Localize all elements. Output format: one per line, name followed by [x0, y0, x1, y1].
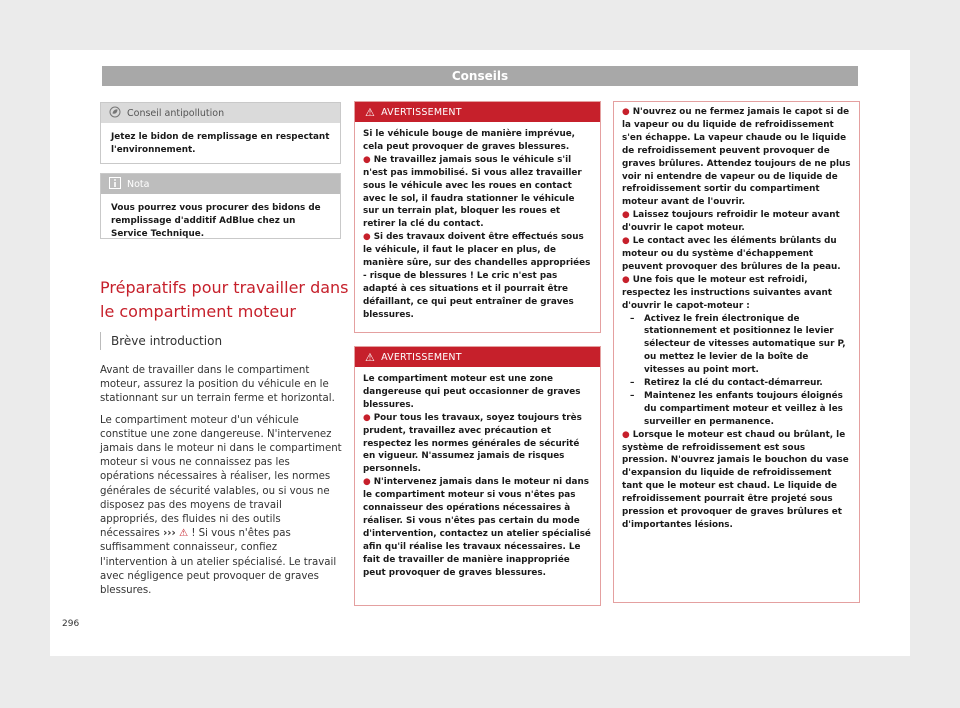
bullet-icon: ●: [622, 210, 630, 221]
warning-3-sub-3-text: Maintenez les enfants toujours éloignés du compartiment moteur et veillez à les surveiller en permanence.: [644, 390, 843, 427]
warning-2-bullet-2: [363, 476, 592, 579]
antipollution-text: Jetez le bidon de remplissage en respectant l'environnement.: [111, 132, 330, 155]
warning-3-sub-3: [622, 390, 851, 429]
bullet-icon: ●: [363, 154, 371, 165]
warning-triangle-icon: ⚠: [365, 350, 376, 364]
reference-arrows[interactable]: ›››: [163, 528, 176, 540]
warning-triangle-icon: ⚠: [365, 105, 376, 119]
nota-header: [101, 174, 340, 194]
warning-2-body: [355, 367, 600, 584]
bullet-icon: ●: [363, 412, 371, 423]
warning-3-bullet-4: [622, 274, 851, 313]
bullet-icon: ●: [622, 429, 630, 440]
nota-title: Nota: [127, 178, 150, 190]
bullet-icon: ●: [363, 232, 371, 243]
nota-text: Vous pourrez vous procurer des bidons de remplissage d'additif AdBlue chez un Service Technique.: [111, 203, 321, 239]
warning-3-bullet-1: [622, 106, 851, 209]
warning-3-bullet-2: [622, 209, 851, 235]
warning-3-bullet-4-text: Une fois que le moteur est refroidi, respectez les instructions suivantes avant d'ouvrir le capot-moteur :: [622, 274, 833, 311]
warning-1-header: [355, 102, 600, 122]
warning-triangle-icon: ⚠: [178, 528, 189, 540]
bullet-icon: ●: [622, 107, 630, 117]
info-icon: [109, 177, 121, 192]
section-title: [100, 276, 349, 324]
dash-icon: –: [630, 390, 635, 401]
warning-2-intro: Le compartiment moteur est une zone dangereuse qui peut occasionner de graves blessures.: [363, 374, 581, 410]
section-subtitle: Brève introduction: [100, 332, 222, 350]
warning-3-sub-2: [622, 377, 851, 390]
antipollution-title: Conseil antipollution: [127, 107, 225, 119]
warning-3-bullet-3-text: Le contact avec les éléments brûlants du moteur ou du système d'échappement peuvent provoquer des brûlures de la peau.: [622, 236, 841, 272]
antipollution-box: [100, 102, 341, 164]
warning-2-bullet-2-text: N'intervenez jamais dans le moteur ni dans le compartiment moteur si vous n'êtes pas connaisseur des opérations nécessaires à réaliser. Si vous n'êtes pas certain du mode d'intervention, contactez un atelier spécialisé afin qu'il réalise les travaux nécessaires. Le fait de travailler de manière inappropriée peut provoquer de graves blessures.: [363, 477, 591, 578]
warning-1-intro: Si le véhicule bouge de manière imprévue, cela peut provoquer de graves blessures.: [363, 129, 576, 152]
warning-box-3: [613, 101, 860, 603]
body-paragraph-1: Avant de travailler dans le compartiment moteur, assurez la position du véhicule en le stationnant sur un terrain ferme et horizontal.: [100, 365, 335, 405]
warning-3-bullet-5-text: Lorsque le moteur est chaud ou brûlant, le système de refroidissement est sous pression. N'ouvrez jamais le bouchon du vase d'expansion du liquide de refroidissement tant que le moteur est chaud. Le liquide de refroidissement pourrait être projeté sous pression et provoquer de graves brûlures et d'importantes lésions.: [622, 429, 849, 530]
antipollution-header: [101, 103, 340, 123]
warning-3-bullet-1-text: N'ouvrez ou ne fermez jamais le capot si de la vapeur ou du liquide de refroidissement s'en échappe. La vapeur chaude ou le liquide de refroidissement peuvent provoquer de graves brûlures. Attendez toujours de ne plus voir ni entendre de vapeur ou de liquide de refroidissement sortir du compartiment moteur avant de l'ouvrir.: [622, 107, 851, 208]
body-paragraph-2-end: ! Si vous n'êtes pas suffisamment connaisseur, confiez l'intervention à un atelier spécialisé. Le travail avec négligence peut provoquer de graves blessures.: [100, 528, 337, 597]
warning-3-bullet-2-text: Laissez toujours refroidir le moteur avant d'ouvrir le capot moteur.: [622, 210, 840, 234]
warning-2-title: AVERTISSEMENT: [381, 351, 462, 363]
warning-box-2: [354, 346, 601, 606]
dash-icon: –: [630, 378, 635, 389]
warning-3-sub-1: [622, 313, 851, 378]
section-title-line2: le compartiment moteur: [100, 302, 296, 321]
leaf-icon: [109, 106, 121, 121]
body-paragraph-2: [100, 414, 342, 599]
warning-1-bullet-1: [363, 154, 592, 231]
bullet-icon: ●: [622, 274, 630, 285]
bullet-icon: ●: [363, 477, 371, 488]
warning-3-sub-1-text: Activez le frein électronique de stationnement et positionnez le levier sélecteur de vitesses automatique sur P, ou mettez le levier de la boîte de vitesses au point mort.: [644, 313, 846, 376]
warning-3-bullet-3: [622, 235, 851, 274]
warning-2-bullet-1: [363, 412, 592, 477]
section-title-line1: Préparatifs pour travailler dans: [100, 278, 349, 297]
warning-1-bullet-2: [363, 231, 592, 321]
warning-1-title: AVERTISSEMENT: [381, 106, 462, 118]
warning-1-bullet-1-text: Ne travaillez jamais sous le véhicule s'il n'est pas immobilisé. Si vous allez travailler sous le véhicule avec les roues en contact avec le sol, il faudra stationner le véhicule sur un terrain plat, bloquer les roues et retirer la clé du contact.: [363, 154, 582, 230]
page-number: 296: [62, 619, 80, 629]
warning-3-bullet-5: [622, 429, 851, 532]
warning-1-bullet-2-text: Si des travaux doivent être effectués sous le véhicule, il faut le placer en plus, de manière sûre, sur des chandelles appropriées - risque de blessures ! Le cric n'est pas adapté à ces situations et il pourrait être défaillant, ce qui peut entraîner de graves blessures.: [363, 232, 591, 320]
warning-1-body: [355, 122, 600, 326]
page-header: Conseils: [102, 66, 858, 86]
bullet-icon: ●: [622, 236, 630, 247]
nota-box: [100, 173, 341, 239]
warning-box-1: [354, 101, 601, 333]
warning-3-body: [614, 102, 859, 536]
warning-3-sub-2-text: Retirez la clé du contact-démarreur.: [644, 378, 823, 389]
body-text: [100, 364, 342, 605]
body-paragraph-2-text: Le compartiment moteur d'un véhicule constitue une zone dangereuse. N'intervenez jamais dans le moteur ni dans le compartiment moteur si vous ne connaissez pas les opérations nécessaires à réaliser, les normes générales de sécurité valables, ou si vous ne disposez pas des moyens de travail appropriés, des fluides ni des outils nécessaires: [100, 414, 342, 540]
warning-2-bullet-1-text: Pour tous les travaux, soyez toujours très prudent, travaillez avec précaution et respectez les normes générales de sécurité en vigueur. N'assumez jamais de risques personnels.: [363, 412, 582, 475]
warning-2-header: [355, 347, 600, 367]
dash-icon: –: [630, 313, 635, 324]
